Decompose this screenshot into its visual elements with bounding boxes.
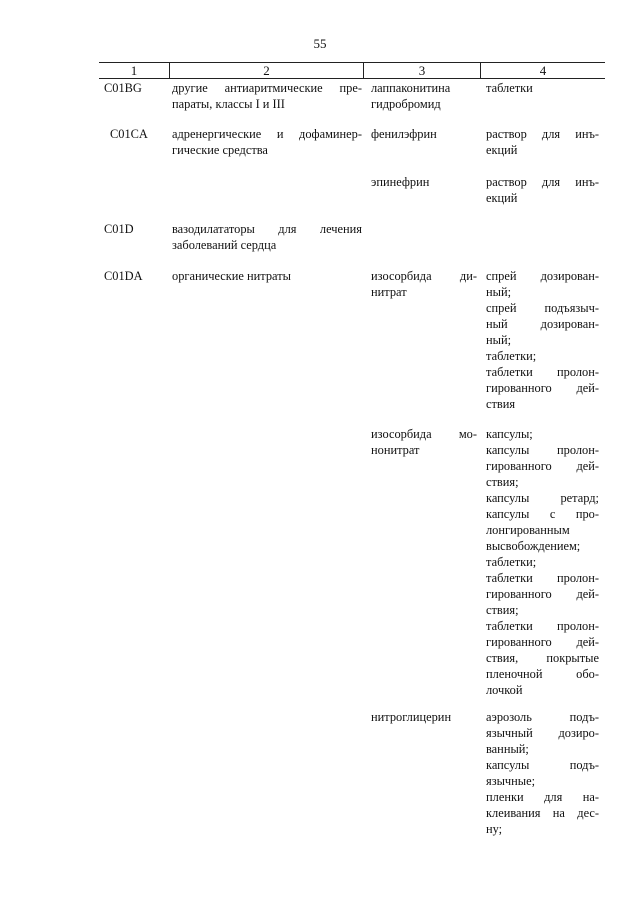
table-cell-form bbox=[486, 709, 599, 837]
cell-text-line: екций bbox=[486, 191, 518, 205]
cell-text-line: нитрат bbox=[371, 285, 407, 299]
atc-code: C01CA bbox=[110, 127, 148, 141]
atc-code: C01DA bbox=[104, 269, 143, 283]
cell-text-line: лочкой bbox=[486, 683, 523, 697]
table-cell-drug bbox=[371, 709, 477, 725]
cell-text-line: гированного дей- bbox=[486, 587, 599, 601]
table-cell-drug bbox=[371, 268, 477, 300]
table-cell-drug bbox=[371, 126, 477, 142]
cell-text-line: гированного дей- bbox=[486, 635, 599, 649]
cell-text-line: нитроглицерин bbox=[371, 710, 452, 724]
cell-text-line: гированного дей- bbox=[486, 459, 599, 473]
cell-text-line: гированного дей- bbox=[486, 381, 599, 395]
cell-text-line: таблетки; bbox=[486, 555, 537, 569]
cell-text-line: вазодилататоры для лечения bbox=[172, 222, 362, 236]
atc-code: C01D bbox=[104, 222, 134, 236]
cell-text-line: ствия bbox=[486, 397, 516, 411]
column-header-1: 1 bbox=[130, 63, 138, 78]
cell-text-line: язычные; bbox=[486, 774, 536, 788]
cell-text-line: другие антиаритмические пре- bbox=[172, 81, 362, 95]
column-header-4: 4 bbox=[539, 63, 547, 78]
table-cell-form bbox=[486, 80, 599, 96]
cell-text-line: капсулы; bbox=[486, 427, 533, 441]
cell-text-line: екций bbox=[486, 143, 518, 157]
cell-text-line: таблетки; bbox=[486, 349, 537, 363]
table-cell-code bbox=[104, 80, 166, 96]
cell-text-line: раствор для инъ- bbox=[486, 175, 599, 189]
cell-text-line: ный; bbox=[486, 285, 512, 299]
cell-text-line: ствия, покрытые bbox=[486, 651, 599, 665]
cell-text-line: эпинефрин bbox=[371, 175, 430, 189]
table-cell-form bbox=[486, 268, 599, 412]
cell-text-line: клеивания на дес- bbox=[486, 806, 599, 820]
cell-text-line: ванный; bbox=[486, 742, 529, 756]
cell-text-line: ну; bbox=[486, 822, 503, 836]
column-header-3: 3 bbox=[418, 63, 426, 78]
cell-text-line: гидробромид bbox=[371, 97, 441, 111]
table-cell-drug bbox=[371, 426, 477, 458]
cell-text-line: органические нитраты bbox=[172, 269, 291, 283]
table-header-row bbox=[99, 62, 605, 79]
column-header-2: 2 bbox=[263, 63, 270, 78]
table-cell-group bbox=[172, 126, 362, 158]
cell-text-line: язычный дозиро- bbox=[486, 726, 599, 740]
cell-text-line: спрей подъязыч- bbox=[486, 301, 599, 315]
cell-text-line: таблетки пролон- bbox=[486, 571, 599, 585]
cell-text-line: капсулы с про- bbox=[486, 507, 599, 521]
table-cell-code bbox=[104, 221, 166, 237]
cell-text-line: высвобождением; bbox=[486, 539, 581, 553]
cell-text-line: ствия; bbox=[486, 603, 519, 617]
atc-code: C01BG bbox=[104, 81, 142, 95]
cell-text-line: пленочной обо- bbox=[486, 667, 599, 681]
cell-text-line: адренергические и дофаминер- bbox=[172, 127, 362, 141]
table-cell-group bbox=[172, 80, 362, 112]
cell-text-line: гические средства bbox=[172, 143, 268, 157]
cell-text-line: фенилэфрин bbox=[371, 127, 437, 141]
cell-text-line: лонгированным bbox=[486, 523, 570, 537]
cell-text-line: пленки для на- bbox=[486, 790, 599, 804]
cell-text-line: изосорбида ди- bbox=[371, 269, 477, 283]
cell-text-line: аэрозоль подъ- bbox=[486, 710, 599, 724]
cell-text-line: параты, классы I и III bbox=[172, 97, 285, 111]
cell-text-line: заболеваний сердца bbox=[172, 238, 277, 252]
table-cell-form bbox=[486, 174, 599, 206]
table-cell-code bbox=[104, 126, 166, 142]
cell-text-line: лаппаконитина bbox=[371, 81, 451, 95]
cell-text-line: раствор для инъ- bbox=[486, 127, 599, 141]
cell-text-line: капсулы пролон- bbox=[486, 443, 599, 457]
table-cell-drug bbox=[371, 80, 477, 112]
table-cell-group bbox=[172, 268, 362, 284]
cell-text-line: таблетки пролон- bbox=[486, 365, 599, 379]
table-cell-code bbox=[104, 268, 166, 284]
cell-text-line: таблетки пролон- bbox=[486, 619, 599, 633]
cell-text-line: капсулы подъ- bbox=[486, 758, 599, 772]
page-number: 55 bbox=[313, 36, 327, 51]
cell-text-line: ствия; bbox=[486, 475, 519, 489]
cell-text-line: капсулы ретард; bbox=[486, 491, 599, 505]
cell-text-line: ный; bbox=[486, 333, 512, 347]
table-cell-form bbox=[486, 426, 599, 698]
cell-text-line: спрей дозирован- bbox=[486, 269, 599, 283]
cell-text-line: таблетки bbox=[486, 81, 533, 95]
table-cell-form bbox=[486, 126, 599, 158]
cell-text-line: ный дозирован- bbox=[486, 317, 599, 331]
cell-text-line: изосорбида мо- bbox=[371, 427, 477, 441]
table-cell-drug bbox=[371, 174, 477, 190]
table-cell-group bbox=[172, 221, 362, 253]
cell-text-line: нонитрат bbox=[371, 443, 420, 457]
